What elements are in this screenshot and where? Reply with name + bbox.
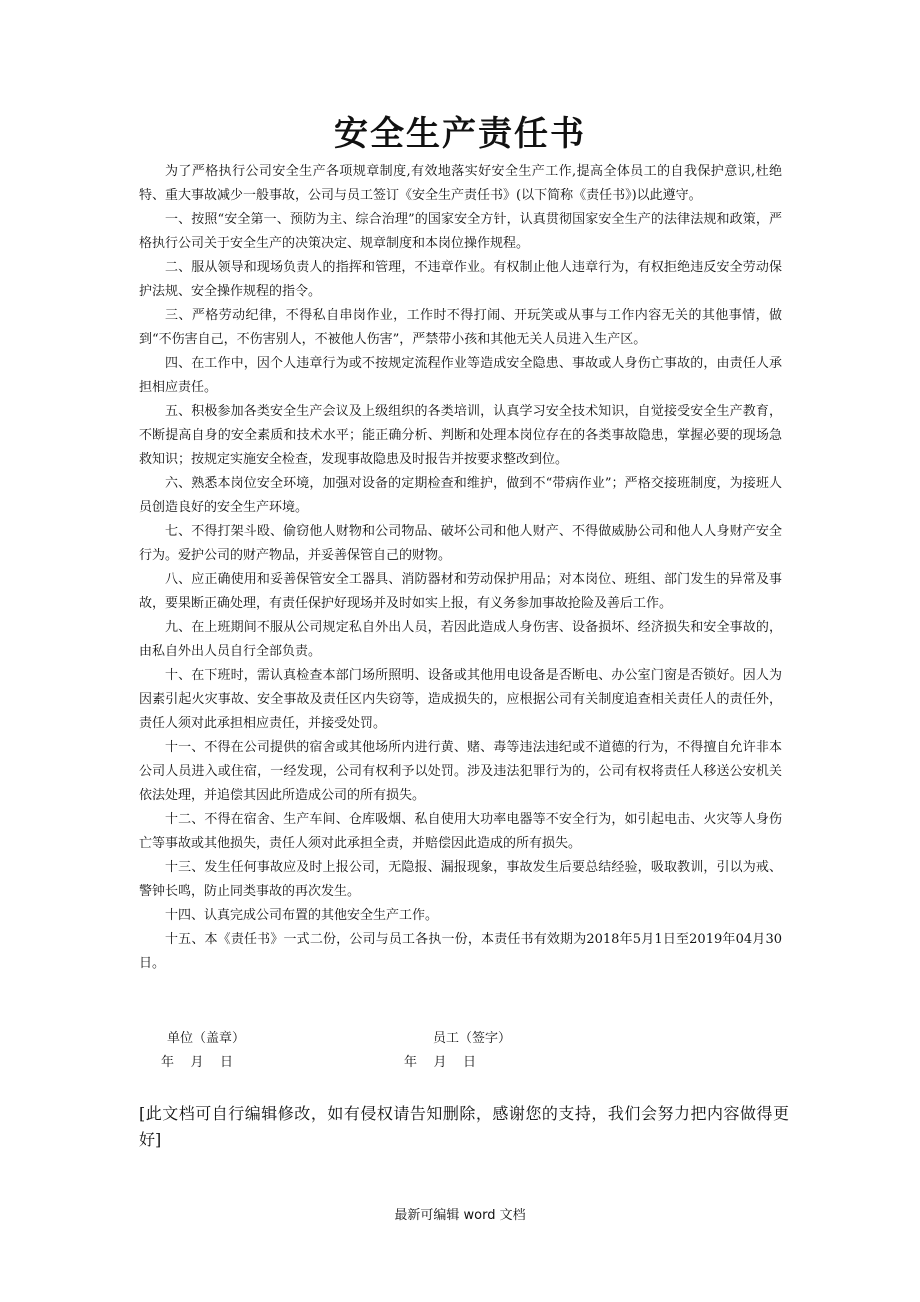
employee-signature-label: 员工（签字） (433, 1031, 512, 1046)
paragraph-15: 十五、本《责任书》一式二份，公司与员工各执一份，本责任书有效期为2018年5月1日至2019年04月30日。 (139, 932, 782, 971)
paragraph-1: 一、按照“安全第一、预防为主、综合治理”的国家安全方针，认真贯彻国家安全生产的法律法规和政策，严格执行公司关于安全生产的决策决定、规章制度和本岗位操作规程。 (139, 212, 782, 251)
paragraph-13: 十三、发生任何事故应及时上报公司，无隐报、漏报现象，事故发生后要总结经验，吸取教训，引以为戒、警钟长鸣，防止同类事故的再次发生。 (139, 860, 782, 899)
paragraph-8: 八、应正确使用和妥善保管安全工器具、消防器材和劳动保护用品；对本岗位、班组、部门发生的异常及事故，要果断正确处理，有责任保护好现场并及时如实上报，有义务参加事故抢险及善后工作。 (139, 572, 782, 611)
paragraph-7: 七、不得打架斗殴、偷窃他人财物和公司物品、破坏公司和他人财产、不得做威胁公司和他人人身财产安全行为。爱护公司的财产物品，并妥善保管自己的财物。 (139, 524, 782, 563)
page-footer: 最新可编辑 word 文档 (394, 1208, 526, 1223)
paragraph-5: 五、积极参加各类安全生产会议及上级组织的各类培训，认真学习安全技术知识，自觉接受安全生产教育，不断提高自身的安全素质和技术水平；能正确分析、判断和处理本岗位存在的各类事故隐患，掌握必要的现场急救知识；按规定实施安全检查，发现事故隐患及时报告并按要求整改到位。 (139, 404, 782, 467)
document-body (139, 160, 782, 976)
edit-notice: [此文档可自行编辑修改，如有侵权请告知删除，感谢您的支持，我们会努力把内容做得更好] (139, 1104, 789, 1149)
paragraph-2: 二、服从领导和现场负责人的指挥和管理，不违章作业。有权制止他人违章行为，有权拒绝违反安全劳动保护法规、安全操作规程的指令。 (139, 260, 782, 299)
company-date: 年 月 日 (161, 1055, 234, 1070)
document-title: 安全生产责任书 (334, 114, 586, 154)
paragraph-12: 十二、不得在宿舍、生产车间、仓库吸烟、私自使用大功率电器等不安全行为，如引起电击、火灾等人身伤亡等事故或其他损失，责任人须对此承担全责，并赔偿因此造成的所有损失。 (139, 812, 782, 851)
paragraph-9: 九、在上班期间不服从公司规定私自外出人员，若因此造成人身伤害、设备损坏、经济损失和安全事故的，由私自外出人员自行全部负责。 (139, 620, 782, 659)
paragraph-intro: 为了严格执行公司安全生产各项规章制度,有效地落实好安全生产工作,提高全体员工的自我保护意识,杜绝特、重大事故减少一般事故，公司与员工签订《安全生产责任书》(以下简称《责任书》)以此遵守。 (139, 164, 782, 203)
paragraph-14: 十四、认真完成公司布置的其他安全生产工作。 (165, 908, 439, 923)
paragraph-3: 三、严格劳动纪律，不得私自串岗作业，工作时不得打闹、开玩笑或从事与工作内容无关的其他事情，做到“不伤害自己，不伤害别人，不被他人伤害”，严禁带小孩和其他无关人员进入生产区。 (139, 308, 782, 347)
company-seal-label: 单位（盖章） (167, 1031, 246, 1046)
paragraph-4: 四、在工作中，因个人违章行为或不按规定流程作业等造成安全隐患、事故或人身伤亡事故的，由责任人承担相应责任。 (139, 356, 782, 395)
paragraph-6: 六、熟悉本岗位安全环境，加强对设备的定期检查和维护，做到不“带病作业”；严格交接班制度，为接班人员创造良好的安全生产环境。 (139, 476, 782, 515)
paragraph-10: 十、在下班时，需认真检查本部门场所照明、设备或其他用电设备是否断电、办公室门窗是否锁好。因人为因素引起火灾事故、安全事故及责任区内失窃等，造成损失的，应根据公司有关制度追查相关责任人的责任外，责任人须对此承担相应责任，并接受处罚。 (139, 668, 782, 731)
employee-date: 年 月 日 (404, 1055, 477, 1070)
paragraph-11: 十一、不得在公司提供的宿舍或其他场所内进行黄、赌、毒等违法违纪或不道德的行为，不得擅自允许非本公司人员进入或住宿，一经发现，公司有权利予以处罚。涉及违法犯罪行为的，公司有权将责任人移送公安机关依法处理，并追偿其因此所造成公司的所有损失。 (139, 740, 782, 803)
